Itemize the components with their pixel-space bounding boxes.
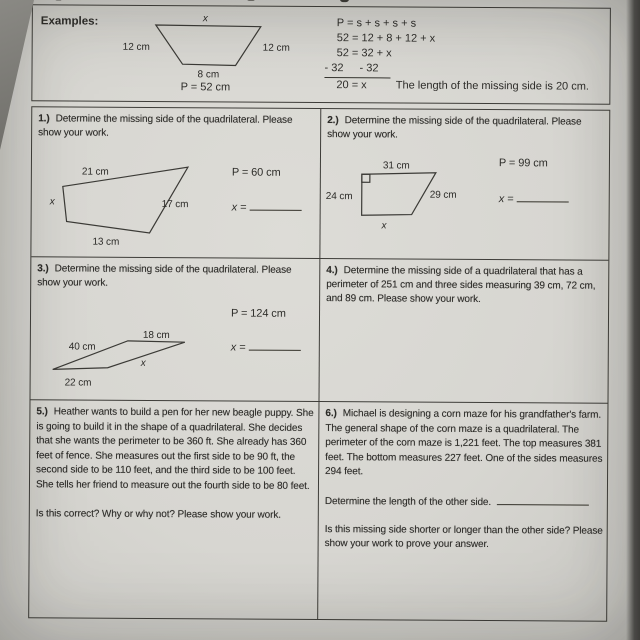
answer-blank <box>516 191 568 202</box>
problem-3-cell <box>30 257 320 402</box>
answer-blank <box>496 494 588 506</box>
side-label-left: 40 cm <box>68 341 96 353</box>
x-equals-label: x = <box>230 341 246 354</box>
problem-6-cell <box>318 402 607 621</box>
side-label-bottom: 8 cm <box>197 69 220 81</box>
problems-grid <box>28 106 610 622</box>
side-label-top: 31 cm <box>382 160 410 172</box>
worksheet-content <box>28 4 611 622</box>
right-angle-mark <box>362 174 370 182</box>
problem-3-answer-area <box>231 306 301 354</box>
side-label-bottom: 22 cm <box>64 377 92 389</box>
x-equals-row <box>231 339 301 354</box>
side-label-top: x <box>202 13 208 25</box>
side-label-left: 12 cm <box>122 41 150 53</box>
work-result-row <box>324 78 589 95</box>
examples-label: Examples: <box>40 15 99 28</box>
problem-5-number: 5.) <box>36 406 48 418</box>
work-result: 20 = x <box>336 79 367 92</box>
problem-2-number: 2.) <box>327 115 339 127</box>
example-perimeter: P = 52 cm <box>180 81 231 94</box>
example-trapezoid-figure <box>110 12 302 81</box>
problem-4-prompt: 4.) Determine the missing side of a quadrilateral that has a perimeter of 251 cm and three sides measuring 39 cm, 72 cm, and 89 cm. Please show your work. <box>326 265 596 305</box>
side-label-right: 17 cm <box>161 199 189 211</box>
perimeter-label: P = 124 cm <box>230 307 286 320</box>
side-label-slant: x <box>140 357 146 369</box>
side-label-left: 24 cm <box>325 191 353 203</box>
work-line-1: P = s + s + s + s <box>336 17 417 30</box>
side-label-top: 18 cm <box>142 329 170 342</box>
problem-1-answer-area <box>232 165 302 214</box>
work-line-3: 52 = 32 + x <box>336 47 392 60</box>
answer-blank <box>248 340 300 351</box>
problem-6-number: 6.) <box>325 408 337 420</box>
x-equals-row <box>232 199 302 214</box>
problem-6-question: Is this missing side shorter or longer than the other side? Please show your work to prove your answer. <box>324 523 603 551</box>
side-label-bottom: 13 cm <box>92 236 120 248</box>
perimeter-label: P = 60 cm <box>231 166 281 179</box>
side-label-right: 29 cm <box>429 189 457 201</box>
photo-background-edge-right <box>626 0 640 640</box>
x-equals-row <box>499 191 569 206</box>
problem-4-number: 4.) <box>326 265 338 277</box>
problem-1-figure <box>37 159 230 256</box>
side-label-right: 12 cm <box>262 42 290 54</box>
problem-5-question: Is this correct? Why or why not? Please show your work. <box>35 507 281 521</box>
answer-blank <box>249 200 301 211</box>
problem-2-cell <box>320 109 609 261</box>
problem-2-figure <box>323 157 501 238</box>
problem-1-cell <box>31 107 321 259</box>
examples-box <box>31 4 611 105</box>
x-equals-label: x = <box>498 193 514 206</box>
subtraction-line <box>324 61 589 80</box>
problem-3-number: 3.) <box>37 263 49 275</box>
problem-4-cell <box>319 259 608 404</box>
example-work <box>324 13 589 95</box>
problem-1-number: 1.) <box>38 113 50 125</box>
work-note: The length of the missing side is 20 cm. <box>395 79 590 93</box>
problem-2-prompt: 2.) Determine the missing side of the quadrilateral. Please show your work. <box>327 115 582 141</box>
side-label-left: x <box>49 196 55 208</box>
quadrilateral-shape <box>362 172 436 215</box>
problem-2-answer-area <box>499 156 569 206</box>
problem-3-figure <box>41 329 227 396</box>
problem-6-determine-line: Determine the length of the other side. <box>325 493 603 511</box>
problem-5-prompt: 5.) Heather wants to build a pen for her new beagle puppy. She is going to build it in the shape of a quadrilateral. She decides that she wants the perimeter to be 360 ft. She already has 360 feet of fence. She measures out the first side to be 90 ft, the second side to be 110 feet, and the third side to be 100 feet. She tells her friend to measure out the fourth side to be 80 feet. <box>35 406 314 492</box>
side-label-bottom: x <box>381 220 387 232</box>
x-equals-label: x = <box>231 201 247 214</box>
problem-1-prompt: 1.) Determine the missing side of the quadrilateral. Please show your work. <box>38 113 293 139</box>
work-line-2: 52 = 12 + 8 + 12 + x <box>336 32 436 45</box>
problem-3-prompt: 3.) Determine the missing side of the quadrilateral. Please show your work. <box>37 263 292 289</box>
problem-6-prompt: 6.) Michael is designing a corn maze for his grandfather's farm. The general shape of the corn maze is a quadrilateral. The perimeter of the corn maze is 1,221 feet. The top measures 381 feet. The bottom measures 227 feet. One of the sides measures 294 feet. <box>325 408 603 478</box>
subtract-left: - 32 <box>324 62 344 75</box>
side-label-top: 21 cm <box>81 166 109 178</box>
problem-5-cell <box>29 400 319 619</box>
trapezoid-shape <box>156 25 261 66</box>
perimeter-label: P = 99 cm <box>498 157 548 170</box>
example-figure-block <box>110 12 302 94</box>
subtract-right: - 32 <box>359 62 379 75</box>
